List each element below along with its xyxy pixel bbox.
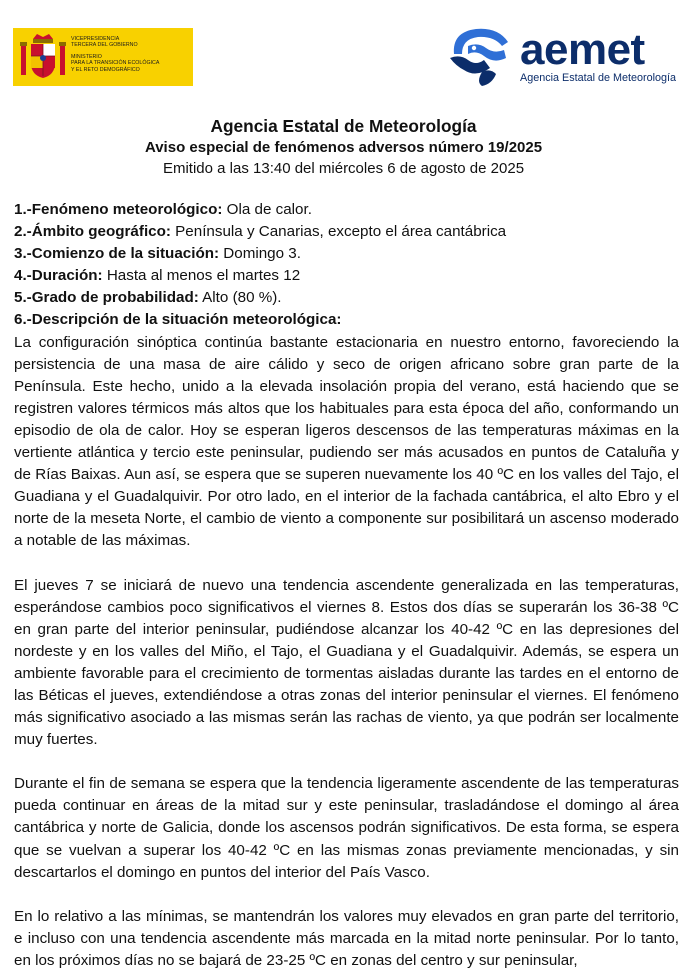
field-value: Alto (80 %). [198,289,282,307]
field-geographic-scope [14,221,679,243]
gov-line: TERCERA DEL GOBIERNO [71,42,138,49]
gov-line: Y EL RETO DEMOGRÁFICO [71,66,140,73]
gov-line: MINISTERIO [71,53,102,60]
field-label: 5.-Grado de probabilidad: [14,289,199,307]
aemet-logo [446,24,682,94]
description-paragraph: La configuración sinóptica continúa bastante estacionaria en nuestro entorno, favoreciendo la persistencia de una masa de aire cálido y seco de origen africano sobre gran parte de la Península. Este hecho, unido a la elevada insolación propia del verano, está haciendo que se registren valores térmicos más altos que los habituales para esta época del año, conformando un episodio de ola de calor. Hoy se esperan ligeros descensos de las temperaturas máximas en la vertiente atlántica y tercio este peninsular, pudiendo ser más acusados en puntos de Cataluña y de Rías Baixas. Aun así, se espera que se superen nuevamente los 40 ºC en los valles del Tajo, el Guadiana y el Guadalquivir. Por otro lado, en el interior de la fachada cantábrica, el alto Ebro y el norte de la meseta Norte, el cambio de viento a componente sur posibilitará un ascenso moderado a notable de las máximas. [14,333,679,550]
description-paragraph: En lo relativo a las mínimas, se mantendrán los valores muy elevados en gran parte del territorio, e incluso con una tendencia ascendente más marcada en la mitad norte peninsular. Por lo tanto, en los próximos días no se bajará de 23-25 ºC en zonas del centro y sur peninsular, [14,907,679,969]
aemet-subtitle: Agencia Estatal de Meteorología [520,72,677,84]
coat-of-arms-icon [17,31,69,83]
aemet-globe-icon [446,24,516,90]
field-phenomenon [14,199,679,221]
document-subtitle: Aviso especial de fenómenos adversos número 19/2025 [144,139,543,156]
field-label: 2.-Ámbito geográfico: [14,223,171,241]
gov-line: VICEPRESIDENCIA [71,36,120,42]
field-value: Domingo 3. [219,245,301,263]
description-paragraph: El jueves 7 se iniciará de nuevo una tendencia ascendente generalizada en las temperaturas, esperándose cambios poco significativos el viernes 8. Estos dos días se superarán los 36-38 ºC en gran parte del interior peninsular, pudiéndose alcanzar los 40-42 ºC en las depresiones del nordeste y en los valles del Miño, el Tajo, el Guadiana y el Guadalquivir. Además, se espera un ambiente favorable para el crecimiento de tormentas aisladas durante las tardes en el entorno de las Béticas el jueves, extendiéndose a otras zonas del interior peninsular el viernes. El fenómeno más significativo asociado a las mismas serán las rachas de viento, ya que podrán ser localmente muy fuertes. [14,576,679,749]
aemet-wordmark: aemet [520,25,645,74]
field-value: Hasta al menos el martes 12 [102,267,301,285]
field-start [14,243,679,265]
document-title: Agencia Estatal de Meteorología [210,116,477,136]
paragraph-gap [14,884,679,906]
document-heading [0,116,687,180]
field-label: 6.-Descripción de la situación meteorológica: [14,311,342,329]
gov-line: PARA LA TRANSICIÓN ECOLÓGICA [71,60,160,67]
field-value: Ola de calor. [222,201,312,218]
field-label: 4.-Duración: [14,267,103,285]
field-value: Península y Canarias, excepto el área cantábrica [170,223,507,241]
field-duration [14,265,679,287]
document-body [14,199,679,972]
government-logo [13,28,193,86]
paragraph-gap [14,751,679,773]
government-text [71,36,191,73]
issued-date: Emitido a las 13:40 del miércoles 6 de agosto de 2025 [162,160,525,177]
field-label: 3.-Comienzo de la situación: [14,245,220,263]
field-probability [14,287,679,309]
paragraph-gap [14,553,679,575]
field-label: 1.-Fenómeno meteorológico: [14,201,223,218]
field-description [14,309,679,331]
description-paragraph: Durante el fin de semana se espera que la tendencia ligeramente ascendente de las temperaturas pueda continuar en áreas de la mitad sur y este peninsular, trasladándose el domingo al área cantábrica y norte de Galicia, donde los ascensos podrán significativos. De esta forma, se espera que se vuelvan a superar los 40-42 ºC en las mismas zonas previamente mencionadas, y sin descartarlos el domingo en puntos del interior del País Vasco. [14,775,679,881]
